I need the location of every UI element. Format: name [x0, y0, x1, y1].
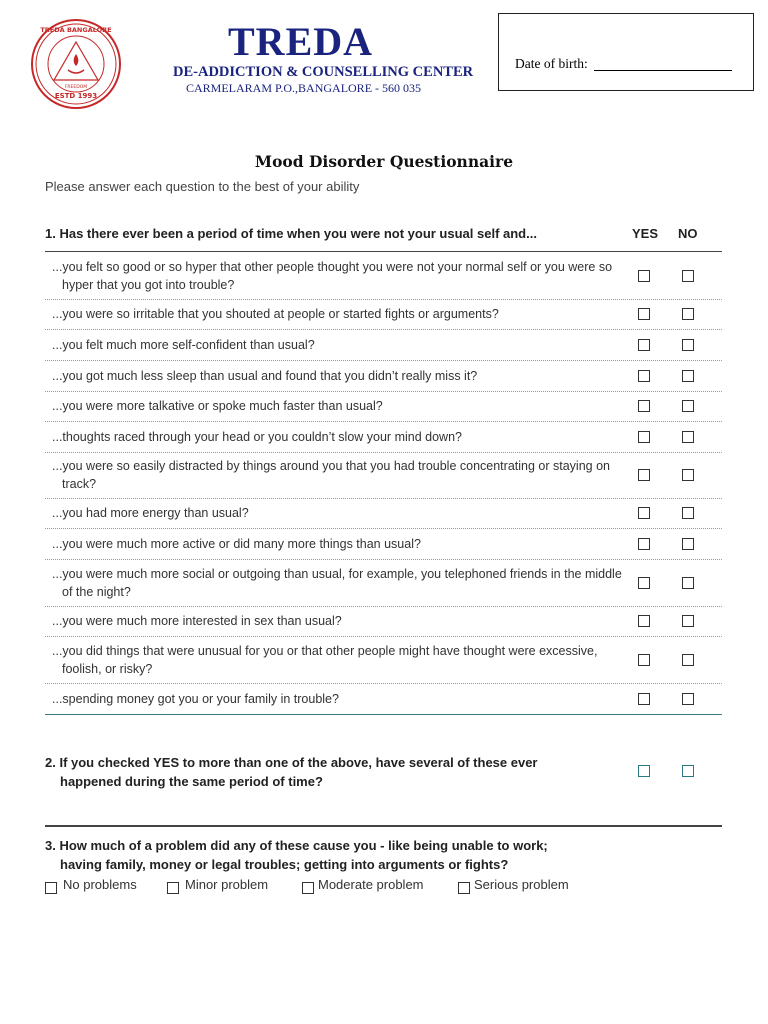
yes-checkbox[interactable] [638, 431, 650, 443]
question-row [45, 559, 722, 607]
question-text: ...you felt so good or so hyper that other people thought you were not your normal self or you were so hyper that you got into trouble? [52, 260, 613, 292]
no-checkbox[interactable] [682, 270, 694, 282]
q2-line2: happened during the same period of time? [60, 774, 323, 789]
org-address: CARMELARAM P.O.,BANGALORE - 560 035 [186, 81, 422, 95]
question-row [45, 299, 722, 330]
svg-text:TREDA BANGALORE: TREDA BANGALORE [40, 26, 112, 34]
q1-end-divider [45, 714, 722, 715]
question-text: ...you got much less sleep than usual and found that you didn’t really miss it? [52, 369, 478, 383]
yes-checkbox[interactable] [638, 308, 650, 320]
dob-input-line[interactable] [594, 70, 732, 71]
q2-line1: 2. If you checked YES to more than one of the above, have several of these ever [45, 755, 538, 770]
option-label: Moderate problem [318, 877, 424, 892]
treda-logo [30, 18, 122, 110]
question-row [45, 636, 722, 684]
no-checkbox[interactable] [682, 507, 694, 519]
question-text: ...you were much more active or did many more things than usual? [52, 537, 421, 551]
question-row [45, 252, 722, 300]
no-checkbox[interactable] [682, 538, 694, 550]
page-title: Mood Disorder Questionnaire [254, 152, 514, 171]
option-label: Minor problem [185, 877, 269, 892]
question-row [45, 498, 722, 529]
yes-checkbox[interactable] [638, 693, 650, 705]
question-text: ...you did things that were unusual for you or that other people might have thought were excessive, foolish, or risky? [52, 644, 598, 676]
dob-label: Date of birth: [515, 56, 588, 71]
option-checkbox[interactable] [302, 882, 314, 894]
org-subtitle: DE-ADDICTION & COUNSELLING CENTER [173, 64, 474, 80]
q1-header: 1. Has there ever been a period of time when you were not your usual self and... [45, 226, 537, 241]
yes-checkbox[interactable] [638, 270, 650, 282]
no-checkbox[interactable] [682, 693, 694, 705]
yes-checkbox[interactable] [638, 577, 650, 589]
q2-yes-checkbox[interactable] [638, 765, 650, 777]
question-text: ...you had more energy than usual? [52, 506, 249, 520]
dob-box [498, 13, 754, 91]
question-text: ...you were so irritable that you shouted at people or started fights or arguments? [52, 307, 499, 321]
question-row [45, 452, 722, 499]
question-row [45, 391, 722, 422]
q2-no-checkbox[interactable] [682, 765, 694, 777]
question-text: ...you felt much more self-confident than usual? [52, 338, 315, 352]
no-checkbox[interactable] [682, 577, 694, 589]
q3-question [45, 836, 548, 874]
no-checkbox[interactable] [682, 339, 694, 351]
question-row [45, 528, 722, 560]
question-text: ...you were much more social or outgoing than usual, for example, you telephoned friends in the middle of the night? [52, 567, 622, 599]
option-label: No problems [63, 877, 137, 892]
no-checkbox[interactable] [682, 431, 694, 443]
col-no-label: NO [678, 226, 698, 241]
yes-checkbox[interactable] [638, 469, 650, 481]
question-text: ...you were more talkative or spoke much faster than usual? [52, 399, 383, 413]
question-row [45, 421, 722, 453]
question-text: ...you were much more interested in sex than usual? [52, 614, 342, 628]
no-checkbox[interactable] [682, 370, 694, 382]
org-name: TREDA [228, 19, 374, 64]
question-row [45, 360, 722, 392]
svg-text:ESTD 1993: ESTD 1993 [54, 92, 98, 100]
yes-checkbox[interactable] [638, 339, 650, 351]
yes-checkbox[interactable] [638, 400, 650, 412]
no-checkbox[interactable] [682, 400, 694, 412]
no-checkbox[interactable] [682, 615, 694, 627]
question-row [45, 329, 722, 361]
yes-checkbox[interactable] [638, 615, 650, 627]
question-text: ...you were so easily distracted by things around you that you had trouble concentrating or staying on track? [52, 459, 610, 491]
question-row [45, 683, 722, 714]
yes-checkbox[interactable] [638, 538, 650, 550]
intro-text: Please answer each question to the best of your ability [45, 179, 360, 194]
option-label: Serious problem [474, 877, 569, 892]
option-checkbox[interactable] [45, 882, 57, 894]
no-checkbox[interactable] [682, 308, 694, 320]
question-row [45, 606, 722, 637]
no-checkbox[interactable] [682, 654, 694, 666]
q3-line1: 3. How much of a problem did any of these cause you - like being unable to work; [45, 838, 548, 853]
no-checkbox[interactable] [682, 469, 694, 481]
yes-checkbox[interactable] [638, 507, 650, 519]
option-checkbox[interactable] [167, 882, 179, 894]
svg-text:FREEDOM: FREEDOM [64, 85, 88, 90]
question-text: ...thoughts raced through your head or you couldn’t slow your mind down? [52, 430, 462, 444]
yes-checkbox[interactable] [638, 654, 650, 666]
option-checkbox[interactable] [458, 882, 470, 894]
yes-checkbox[interactable] [638, 370, 650, 382]
q2-divider [45, 825, 722, 827]
col-yes-label: YES [632, 226, 659, 241]
q3-line2: having family, money or legal troubles; getting into arguments or fights? [60, 857, 509, 872]
question-text: ...spending money got you or your family in trouble? [52, 692, 339, 706]
q2-question [45, 753, 538, 791]
